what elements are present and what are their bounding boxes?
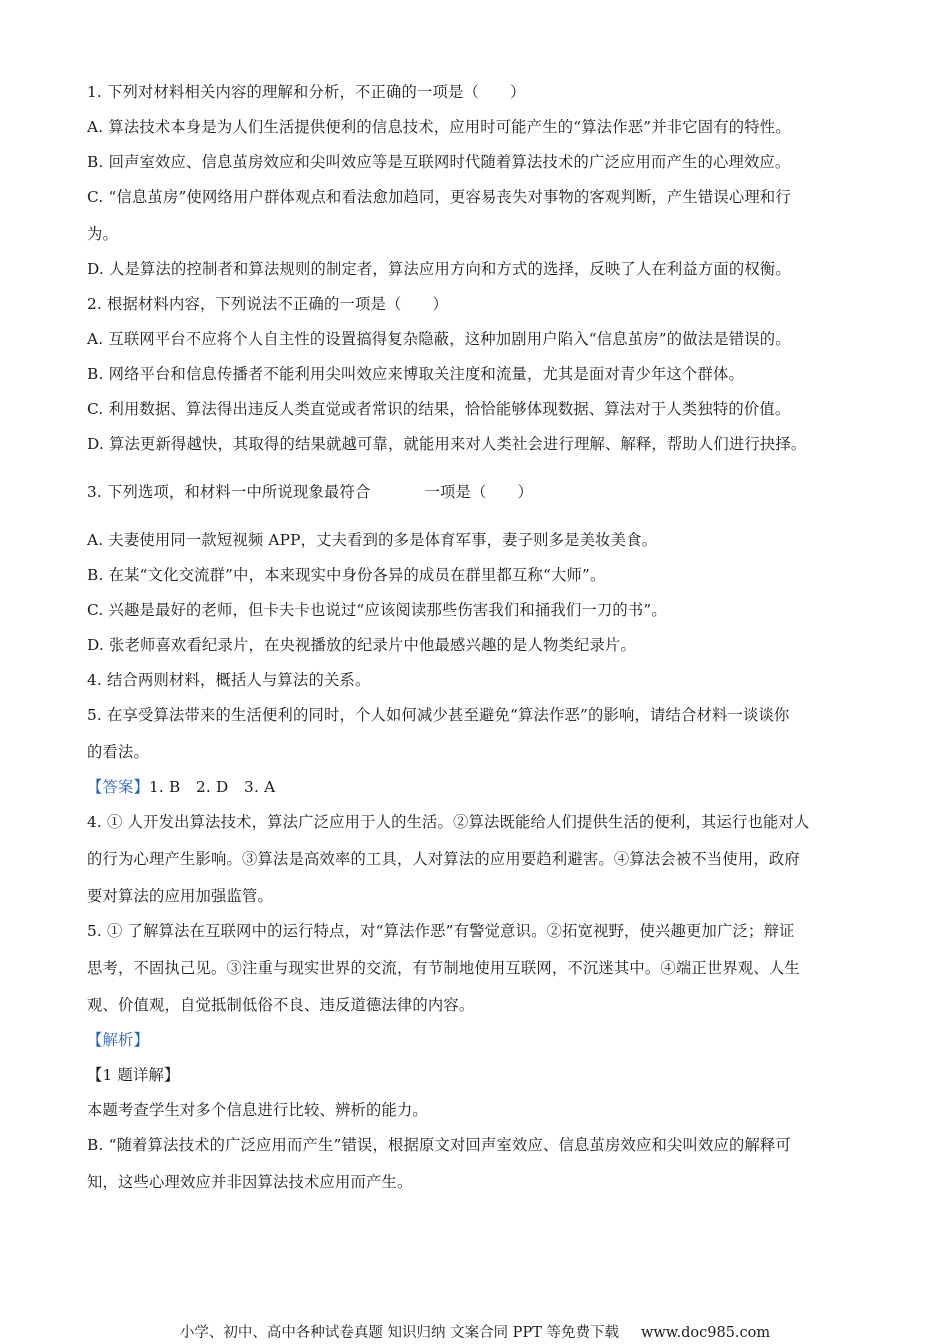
answer-line xyxy=(87,776,877,798)
q1-option-d: D. 人是算法的控制者和算法规则的制定者，算法应用方向和方式的选择，反映了人在利益方面的权衡。 xyxy=(87,260,791,278)
q1-option-b: B. 回声室效应、信息茧房效应和尖叫效应等是互联网时代随着算法技术的广泛应用而产生的心理效应。 xyxy=(87,153,791,171)
q4-stem: 4. 结合两则材料，概括人与算法的关系。 xyxy=(87,671,371,689)
answer-5-line3: 观、价值观，自觉抵制低俗不良、违反道德法律的内容。 xyxy=(87,996,475,1014)
q2-option-a: A. 互联网平台不应将个人自主性的设置搞得复杂隐蔽，这种加剧用户陷入“信息茧房”的做法是错误的。 xyxy=(87,330,791,348)
q1-option-c: C. “信息茧房”使网络用户群体观点和看法愈加趋同，更容易丧失对事物的客观判断，产生错误心理和行 xyxy=(87,188,791,206)
q2-stem: 2. 根据材料内容，下列说法不正确的一项是（ ） xyxy=(87,295,448,313)
answer-choices: 1. B 2. D 3. A xyxy=(149,778,276,796)
answer-4-line1: 4. ① 人开发出算法技术，算法广泛应用于人的生活。②算法既能给人们提供生活的便利，其运行也能对人 xyxy=(87,813,810,831)
analysis-intro: 本题考查学生对多个信息进行比较、辨析的能力。 xyxy=(87,1101,428,1119)
q3-stem xyxy=(87,481,877,503)
answer-5-line2: 思考，不固执己见。③注重与现实世界的交流，有节制地使用互联网，不沉迷其中。④端正世界观、人生 xyxy=(87,959,800,977)
q3-stem-part1: 3. 下列选项，和材料一中所说现象最符合 xyxy=(87,483,371,501)
answer-5-line1: 5. ① 了解算法在互联网中的运行特点，对“算法作恶”有警觉意识。②拓宽视野，使兴趣更加广泛；辩证 xyxy=(87,922,795,940)
q1-option-a: A. 算法技术本身是为人们生活提供便利的信息技术，应用时可能产生的“算法作恶”并非它固有的特性。 xyxy=(87,118,791,136)
q2-option-c: C. 利用数据、算法得出违反人类直觉或者常识的结果，恰恰能够体现数据、算法对于人类独特的价值。 xyxy=(87,400,791,418)
footer-url[interactable]: www.doc985.com xyxy=(640,1325,771,1341)
answer-4-line2: 的行为心理产生影响。③算法是高效率的工具，人对算法的应用要趋利避害。④算法会被不当使用，政府 xyxy=(87,850,800,868)
q3-option-a: A. 夫妻使用同一款短视频 APP，丈夫看到的多是体育军事，妻子则多是美妆美食。 xyxy=(87,531,658,549)
q1-option-c-cont: 为。 xyxy=(87,225,118,243)
analysis-label: 【解析】 xyxy=(87,1031,149,1049)
answer-label: 【答案】 xyxy=(87,778,149,796)
footer-text: 小学、初中、高中各种试卷真题 知识归纳 文案合同 PPT 等免费下载 xyxy=(179,1325,619,1341)
answer-4-line3: 要对算法的应用加强监管。 xyxy=(87,887,273,905)
analysis-b-line2: 知，这些心理效应并非因算法技术应用而产生。 xyxy=(87,1173,413,1191)
q3-option-d: D. 张老师喜欢看纪录片，在央视播放的纪录片中他最感兴趣的是人物类纪录片。 xyxy=(87,636,636,654)
q3-option-c: C. 兴趣是最好的老师，但卡夫卡也说过“应该阅读那些伤害我们和捅我们一刀的书”。 xyxy=(87,601,667,619)
analysis-b-line1: B. “随着算法技术的广泛应用而产生”错误，根据原文对回声室效应、信息茧房效应和尖叫效应的解释可 xyxy=(87,1136,791,1154)
q2-option-d: D. 算法更新得越快，其取得的结果就越可靠，就能用来对人类社会进行理解、解释，帮助人们进行抉择。 xyxy=(87,435,807,453)
q1-analysis-label: 【1 题详解】 xyxy=(87,1066,180,1084)
q2-option-b: B. 网络平台和信息传播者不能利用尖叫效应来博取关注度和流量，尤其是面对青少年这个群体。 xyxy=(87,365,744,383)
page-footer xyxy=(0,1323,950,1343)
q5-stem-cont: 的看法。 xyxy=(87,743,149,761)
q5-stem: 5. 在享受算法带来的生活便利的同时，个人如何减少甚至避免“算法作恶”的影响，请结合材料一谈谈你 xyxy=(87,706,790,724)
q1-stem: 1. 下列对材料相关内容的理解和分析，不正确的一项是（ ） xyxy=(87,83,526,101)
q3-option-b: B. 在某“文化交流群”中，本来现实中身份各异的成员在群里都互称“大师”。 xyxy=(87,566,606,584)
q3-stem-part2: 一项是（ ） xyxy=(424,483,533,501)
